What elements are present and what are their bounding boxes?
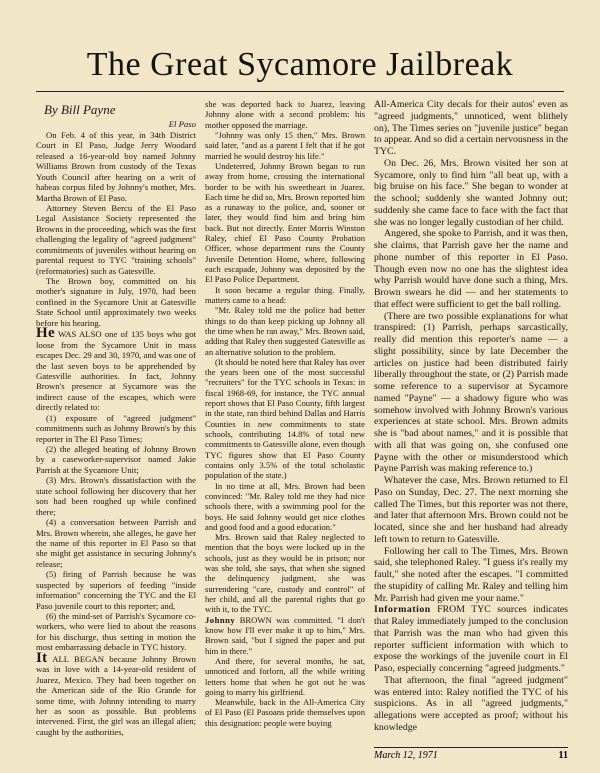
paragraph: Attorney Steven Bercu of the El Paso Legal Assistance Society represented the Browns in the proceeding, which was the first challenging the legality of "agreed judgment" commitments of juveniles without hearing on parental request to TYC "training schools" (reformatories) such as Gatesville. [36,202,196,276]
section-paragraph [36,325,196,413]
section-paragraph [374,604,568,675]
list-item: (1) exposure of "agreed judgment" commitments such as Johnny Brown's by this reporter in The El Paso Times; [36,412,196,444]
paragraph: Mrs. Brown said that Raley neglected to mention that the boys were locked up in the schools, just as they would be in prison; nor was she told, she says, that when she signed the delinquency judgment, she was surrendering "care, custody and control" of her child, and all the parental rights that go with it, to the TYC. [205,532,365,615]
paragraph: Whatever the case, Mrs. Brown returned to El Paso on Sunday, Dec. 27. The next morning she called The Times, but this reporter was not there, and later that afternoon Mrs. Brown could not be located, since she and her husband had already left town to return to Gatesville. [374,475,568,545]
paragraph: That afternoon, the final "agreed judgment" was entered into: Raley notified the TYC of his suspicions. As in all "agreed judgments," allegations were accepted as proof; without his knowledge [374,674,568,733]
paragraph: On Feb. 4 of this year, in 34th District Court in El Paso, Judge Jerry Woodard released a 16-year-old boy named Johnny Williams Brown from custody of the Texas Youth Council after hearing on a writ of habeas corpus filed by Johnny's mother, Mrs. Martha Brown of El Paso. [36,129,196,203]
section-text: FROM TYC sources indicates that Raley immediately jumped to the conclusion that Parrish was the man who had given this reporter sufficient information with which to expose the workings of the juvenile court in El Paso, especially concerning "agreed judgments." [374,604,568,674]
article-title: The Great Sycamore Jailbreak [86,46,514,83]
section-text: BROWN was committed. "I don't know how I'll ever make it up to him," Mrs. Brown said, "but I signed the paper and put him in there." [205,614,365,656]
column-2 [205,99,365,728]
paragraph: Angered, she spoke to Parrish, and it was then, she claims, that Parrish gave her the name and phone number of this reporter in El Paso. Though even now no one has the slightest idea why Parrish would have done such a thing, Mrs. Brown swears he did — and her statements to that effect were sufficient to get the ball rolling. [374,228,568,310]
section-paragraph [205,615,365,656]
list-item: (5) firing of Parrish because he was suspected by superiors of feeding "inside information" concerning the TYC and the El Paso juvenile court to this reporter; and, [36,569,196,611]
section-text: ALL BEGAN because Johnny Brown was in love with a 14-year-old resident of Juarez, Mexico. They had been together on the American side of the Rio Grande for some time, with Johnny intending to marry her as soon as possible. But problems intervened. First, the girl was an illegal alien; caught by the authorities, [36,653,196,737]
list-item: (3) Mrs. Brown's dissatisfaction with the state school following her discovery that her son had been roughed up while confined there; [36,475,196,517]
paragraph: It soon became a regular thing. Finally, matters came to a head: [205,284,365,305]
column-3 [374,99,568,734]
byline: By Bill Payne [44,102,116,117]
dateline: El Paso [168,119,196,130]
paragraph: she was deported back to Juarez, leaving Johnny alone with a second problem: his mother opposed the marriage. [205,99,365,130]
paragraph: (It should be noted here that Raley has over the years been one of the most successful "recruiters" for the TYC schools in Texas: in fiscal 1968-69, for instance, the TYC annual report shows that El Paso County, fifth largest in the state, ran third behind Dallas and Harris Counties in new commitments to state schools, contributing 14.8% of total new commitments to Gatesville alone, even though TYC figures show that El Paso County contains only 3.5% of the total scholastic population of the state.) [205,356,365,481]
paragraph: "Mr. Raley told me the police had better things to do than keep picking up Johnny all the time when he ran away," Mrs. Brown said, adding that Raley then suggested Gatesville as an alternative solution to the problem. [205,305,365,357]
paragraph: "Johnny was only 15 then," Mrs. Brown said later, "and as a parent I felt that if he got married he would destroy his life." [205,129,365,161]
issue-date: March 12, 1971 [374,750,438,761]
section-lead-word: Johnny [205,614,236,625]
paragraph: Meanwhile, back in the All-America City of El Paso (El Pasoans pride themselves upon this designation: people were buying [205,697,365,728]
paragraph: The Brown boy, committed on his mother's signature in July, 1970, had been confined in the Sycamore Unit at Gatesville State School until approximately two weeks before his hearing. [36,276,196,328]
page-number: 11 [558,750,568,761]
paragraph: All-America City decals for their autos' even as "agreed judgments," unnoticed, went blithely on), The Times series on "juvenile justice" began to appear. And so did a certain nervousness in the TYC. [374,99,568,157]
section-lead-word: Information [374,604,431,616]
page-footer [374,747,568,761]
paragraph: In no time at all, Mrs. Brown had been convinced: "Mr. Raley told me they had nice schools there, with a swimming pool for the boys. He said Johnny would get nice clothes and good food and a good education." [205,480,365,532]
drop-cap-word: It [36,649,48,666]
title-rule [36,91,564,92]
paragraph: Following her call to The Times, Mrs. Brown said, she telephoned Raley. "I guess it's really my fault," she noted after the escapes. "I committed the stupidity of calling Mr. Raley and telling him Mr. Parrish had given me your name." [374,545,568,604]
list-item: (6) the mind-set of Parrish's Sycamore co-workers, who were lied to about the reasons for his discharge, thus setting in motion the most embarrassing debacle in TYC history. [36,611,196,653]
list-item: (2) the alleged beating of Johnny Brown by a caseworker-supervisor named Jakie Parrish at the Sycamore Unit; [36,444,196,475]
paragraph: Undeterred, Johnny Brown began to run away from home, crossing the international border to be with his sweetheart in Juarez. Each time he did so, Mrs. Brown reported him as a runaway to the police, and, sooner or later, they would find him and bring him back. But not directly. Enter Morris Winston Raley, chief El Paso County Probation Officer, whose department runs the County Juvenile Detention Home, where, following each escapade, Johnny was deposited by the El Paso Police Department. [205,160,365,285]
paragraph: On Dec. 26, Mrs. Brown visited her son at Sycamore, only to find him "all beat up, with a big bruise on his face." She began to wonder at the school; suddenly she wanted Johnny out; suddenly she came face to face with the fact that she was no longer legally custodian of her child. [374,157,568,228]
column-1 [36,99,196,737]
section-text: WAS ALSO one of 135 boys who got loose from the Sycamore Unit in mass escapes Dec. 29 and 30, 1970, and was one of the last seven boys to be apprehended by Gatesville authorities. In fact, Johnny Brown's presence at Sycamore was the indirect cause of the escapes, which were directly related to: [36,329,196,413]
paragraph: And there, for several months, he sat, unnoticed and forlorn, all the while writing letters home that when he got out he was going to marry his girlfriend. [205,655,365,697]
list-item: (4) a conversation between Parrish and Mrs. Brown wherein, she alleges, he gave her the name of this reporter in El Paso so that she might get assistance in securing Johnny's release; [36,517,196,569]
section-paragraph [36,649,196,738]
drop-cap-word: He [36,325,55,342]
paragraph: (There are two possible explanations for what transpired: (1) Parrish, perhaps sarcastically, really did mention this reporter's name — a slight possibility, since by late December the articles on justice had been distributed fairly liberally throughout the state, or (2) Parrish made some reference to a supervisor at Sycamore named "Payne" — a shadowy figure who was somehow involved with Johnny Brown's various experiences at state school. Mrs. Brown admits she is "bad about names," and it is possible that with all that was going on, she confused one Payne with the other or misunderstood which Payne Parrish was making reference to.) [374,310,568,475]
